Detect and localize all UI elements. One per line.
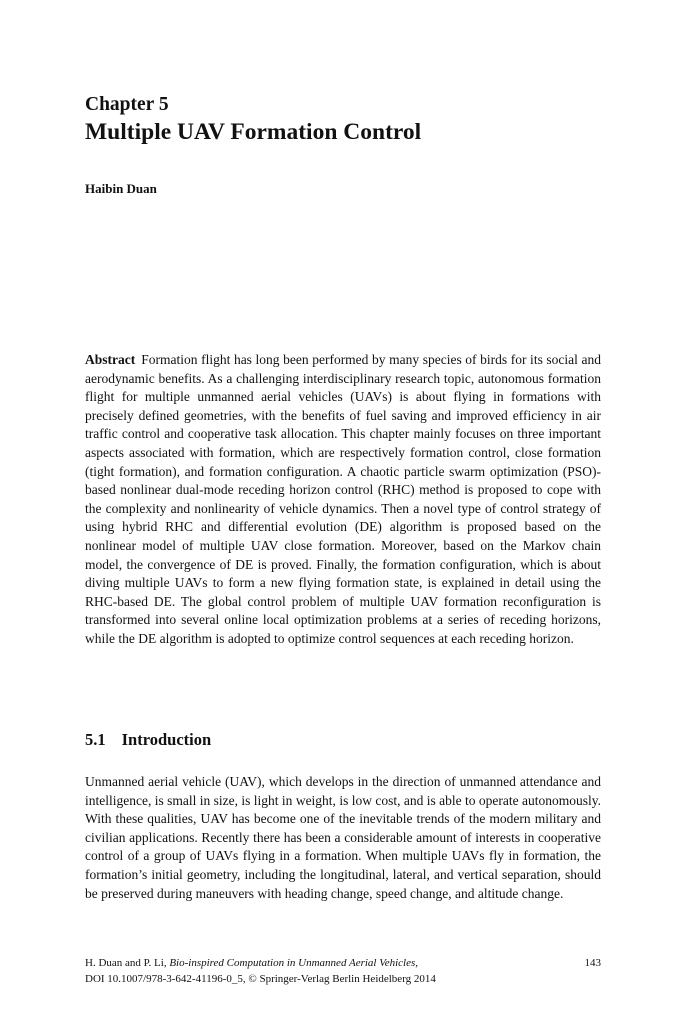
section-title: Introduction <box>121 730 212 749</box>
book-title: Bio-inspired Computation in Unmanned Aerial Vehicles <box>169 957 416 969</box>
page-number: 143 <box>584 957 601 969</box>
abstract-label: Abstract <box>85 352 136 367</box>
doi-line: DOI 10.1007/978-3-642-41196-0_5, © Springer-Verlag Berlin Heidelberg 2014 <box>85 973 436 985</box>
citation: H. Duan and P. Li, Bio-inspired Computation in Unmanned Aerial Vehicles, <box>85 957 419 969</box>
page-footer <box>85 955 601 987</box>
abstract-text: Formation flight has long been performed by many species of birds for its social and aerodynamic benefits. As a challenging interdisciplinary research topic, autonomous formation flight for multiple unmanned aerial vehicles (UAVs) is about flying in formations with precisely defined geometries, with the benefits of fuel saving and improved efficiency in air traffic control and cooperative task allocation. This chapter mainly focuses on three important aspects associated with formation, which are respectively formation control, close formation (tight formation), and formation configuration. A chaotic particle swarm optimization (PSO)-based nonlinear dual-mode receding horizon control (RHC) method is proposed to cope with the complexity and nonlinearity of vehicle dynamics. Then a novel type of control strategy of using hybrid RHC and differential evolution (DE) algorithm is proposed based on the nonlinear model of multiple UAV close formation. Moreover, based on the Markov chain model, the convergence of DE is proved. Finally, the formation configuration, which is about diving multiple UAVs to form a new flying formation state, is explained in detail using the RHC-based DE. The global control problem of multiple UAV formation reconfiguration is transformed into several online local optimization problems at a series of receding horizons, while the DE algorithm is adopted to optimize control sequences at each receding horizon. <box>85 352 601 646</box>
section-heading <box>85 730 211 750</box>
chapter-label: Chapter 5 <box>85 94 169 115</box>
chapter-title: Multiple UAV Formation Control <box>85 119 422 145</box>
intro-paragraph: Unmanned aerial vehicle (UAV), which develops in the direction of unmanned attendance and intelligence, is small in size, is light in weight, is low cost, and is able to operate autonomously. With these qualities, UAV has become one of the inevitable trends of the modern military and civilian applications. Recently there has been a considerable amount of interests in cooperative control of a group of UAVs flying in a formation. When multiple UAVs fly in formation, the formation’s initial geometry, including the longitudinal, lateral, and vertical separation, should be preserved during maneuvers with heading change, speed change, and altitude change. <box>85 774 601 901</box>
abstract-paragraph <box>85 351 601 649</box>
citation-authors: H. Duan and P. Li, <box>85 957 167 969</box>
section-number: 5.1 <box>85 730 106 749</box>
author-name: Haibin Duan <box>85 181 157 196</box>
